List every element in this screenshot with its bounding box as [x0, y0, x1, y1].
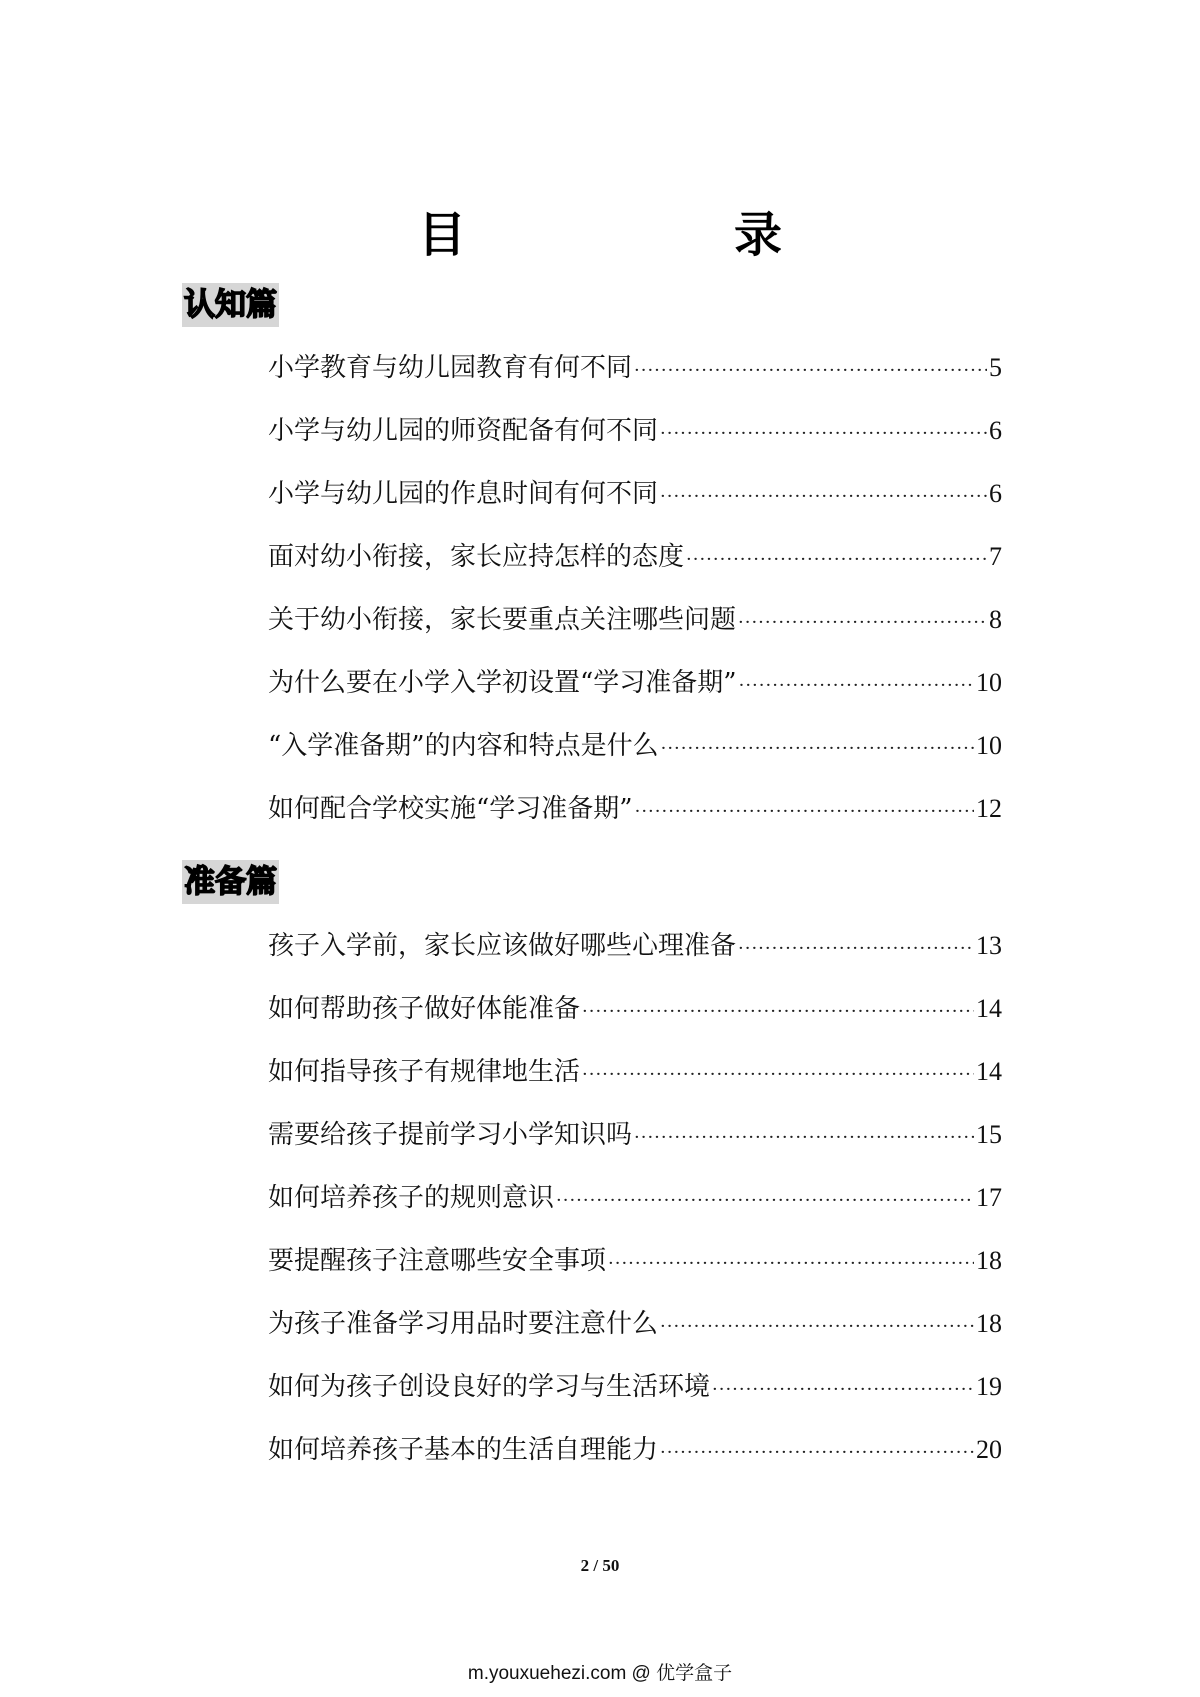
toc-entry-page: 20 — [976, 1435, 1002, 1464]
toc-entry[interactable] — [268, 777, 1002, 840]
toc-leader-dots — [582, 1043, 974, 1106]
toc-entry-page: 14 — [976, 1057, 1002, 1086]
toc-entry-title: 为孩子准备学习用品时要注意什么 — [268, 1309, 659, 1339]
toc-leader-dots — [738, 917, 974, 980]
toc-entry-title: 孩子入学前，家长应该做好哪些心理准备 — [268, 931, 737, 961]
toc-leader-dots — [738, 591, 987, 654]
toc-entry-page: 18 — [976, 1309, 1002, 1338]
section-label-cognition: 认知篇 — [182, 283, 279, 327]
toc-entry-page: 19 — [976, 1372, 1002, 1401]
toc-entry-page: 13 — [976, 931, 1002, 960]
toc-entry-title: 如何为孩子创设良好的学习与生活环境 — [268, 1372, 711, 1402]
toc-entry-page: 8 — [989, 605, 1002, 634]
toc-entry-page: 5 — [989, 353, 1002, 382]
toc-entry[interactable] — [268, 977, 1002, 1040]
toc-entry-page: 15 — [976, 1120, 1002, 1149]
toc-leader-dots — [660, 1295, 974, 1358]
toc-list-preparation — [268, 914, 1002, 1481]
toc-leader-dots — [739, 654, 974, 717]
toc-entry[interactable] — [268, 525, 1002, 588]
toc-entry[interactable] — [268, 1292, 1002, 1355]
toc-entry-title: 关于幼小衔接，家长要重点关注哪些问题 — [268, 605, 737, 635]
toc-leader-dots — [608, 1232, 974, 1295]
toc-leader-dots — [582, 980, 974, 1043]
page-number: 2 / 50 — [580, 1556, 620, 1575]
toc-leader-dots — [686, 528, 987, 591]
toc-entry-page: 7 — [989, 542, 1002, 571]
page-title: 目 录 — [417, 207, 892, 263]
toc-entry[interactable] — [268, 714, 1002, 777]
toc-leader-dots — [634, 339, 987, 402]
toc-entry-title: 如何培养孩子基本的生活自理能力 — [268, 1435, 659, 1465]
toc-entry[interactable] — [268, 1355, 1002, 1418]
toc-entry-title: 小学教育与幼儿园教育有何不同 — [268, 353, 633, 383]
toc-entry[interactable] — [268, 1103, 1002, 1166]
toc-entry-title: 如何指导孩子有规律地生活 — [268, 1057, 581, 1087]
toc-leader-dots — [556, 1169, 974, 1232]
toc-entry-title: 小学与幼儿园的作息时间有何不同 — [268, 479, 659, 509]
toc-entry-title: 需要给孩子提前学习小学知识吗 — [268, 1120, 633, 1150]
toc-entry[interactable] — [268, 1166, 1002, 1229]
toc-entry[interactable] — [268, 651, 1002, 714]
toc-entry-title: 要提醒孩子注意哪些安全事项 — [268, 1246, 607, 1276]
section-label-preparation: 准备篇 — [182, 860, 279, 904]
toc-entry-page: 12 — [976, 794, 1002, 823]
toc-entry[interactable] — [268, 1229, 1002, 1292]
toc-entry-title: “入学准备期”的内容和特点是什么 — [268, 731, 659, 761]
toc-entry-title: 如何帮助孩子做好体能准备 — [268, 994, 581, 1024]
toc-entry-title: 如何培养孩子的规则意识 — [268, 1183, 555, 1213]
watermark-text: m.youxuehezi.com @ 优学盒子 — [467, 1663, 733, 1684]
toc-entry-page: 18 — [976, 1246, 1002, 1275]
toc-entry-title: 小学与幼儿园的师资配备有何不同 — [268, 416, 659, 446]
toc-entry-title: 如何配合学校实施“学习准备期” — [268, 794, 633, 824]
toc-entry[interactable] — [268, 914, 1002, 977]
toc-entry[interactable] — [268, 336, 1002, 399]
toc-entry-page: 10 — [976, 731, 1002, 760]
toc-entry[interactable] — [268, 462, 1002, 525]
toc-entry-page: 6 — [989, 416, 1002, 445]
toc-leader-dots — [712, 1358, 974, 1421]
toc-leader-dots — [660, 465, 987, 528]
toc-entry-page: 10 — [976, 668, 1002, 697]
toc-leader-dots — [635, 780, 974, 843]
toc-leader-dots — [660, 402, 987, 465]
toc-leader-dots — [661, 717, 974, 780]
toc-leader-dots — [634, 1106, 974, 1169]
toc-entry-title: 面对幼小衔接，家长应持怎样的态度 — [268, 542, 685, 572]
toc-entry-page: 14 — [976, 994, 1002, 1023]
toc-list-cognition — [268, 336, 1002, 840]
toc-entry[interactable] — [268, 1040, 1002, 1103]
toc-leader-dots — [660, 1421, 974, 1484]
toc-entry[interactable] — [268, 588, 1002, 651]
toc-entry-page: 6 — [989, 479, 1002, 508]
toc-entry-page: 17 — [976, 1183, 1002, 1212]
toc-entry-title: 为什么要在小学入学初设置“学习准备期” — [268, 668, 737, 698]
toc-entry[interactable] — [268, 1418, 1002, 1481]
toc-entry[interactable] — [268, 399, 1002, 462]
